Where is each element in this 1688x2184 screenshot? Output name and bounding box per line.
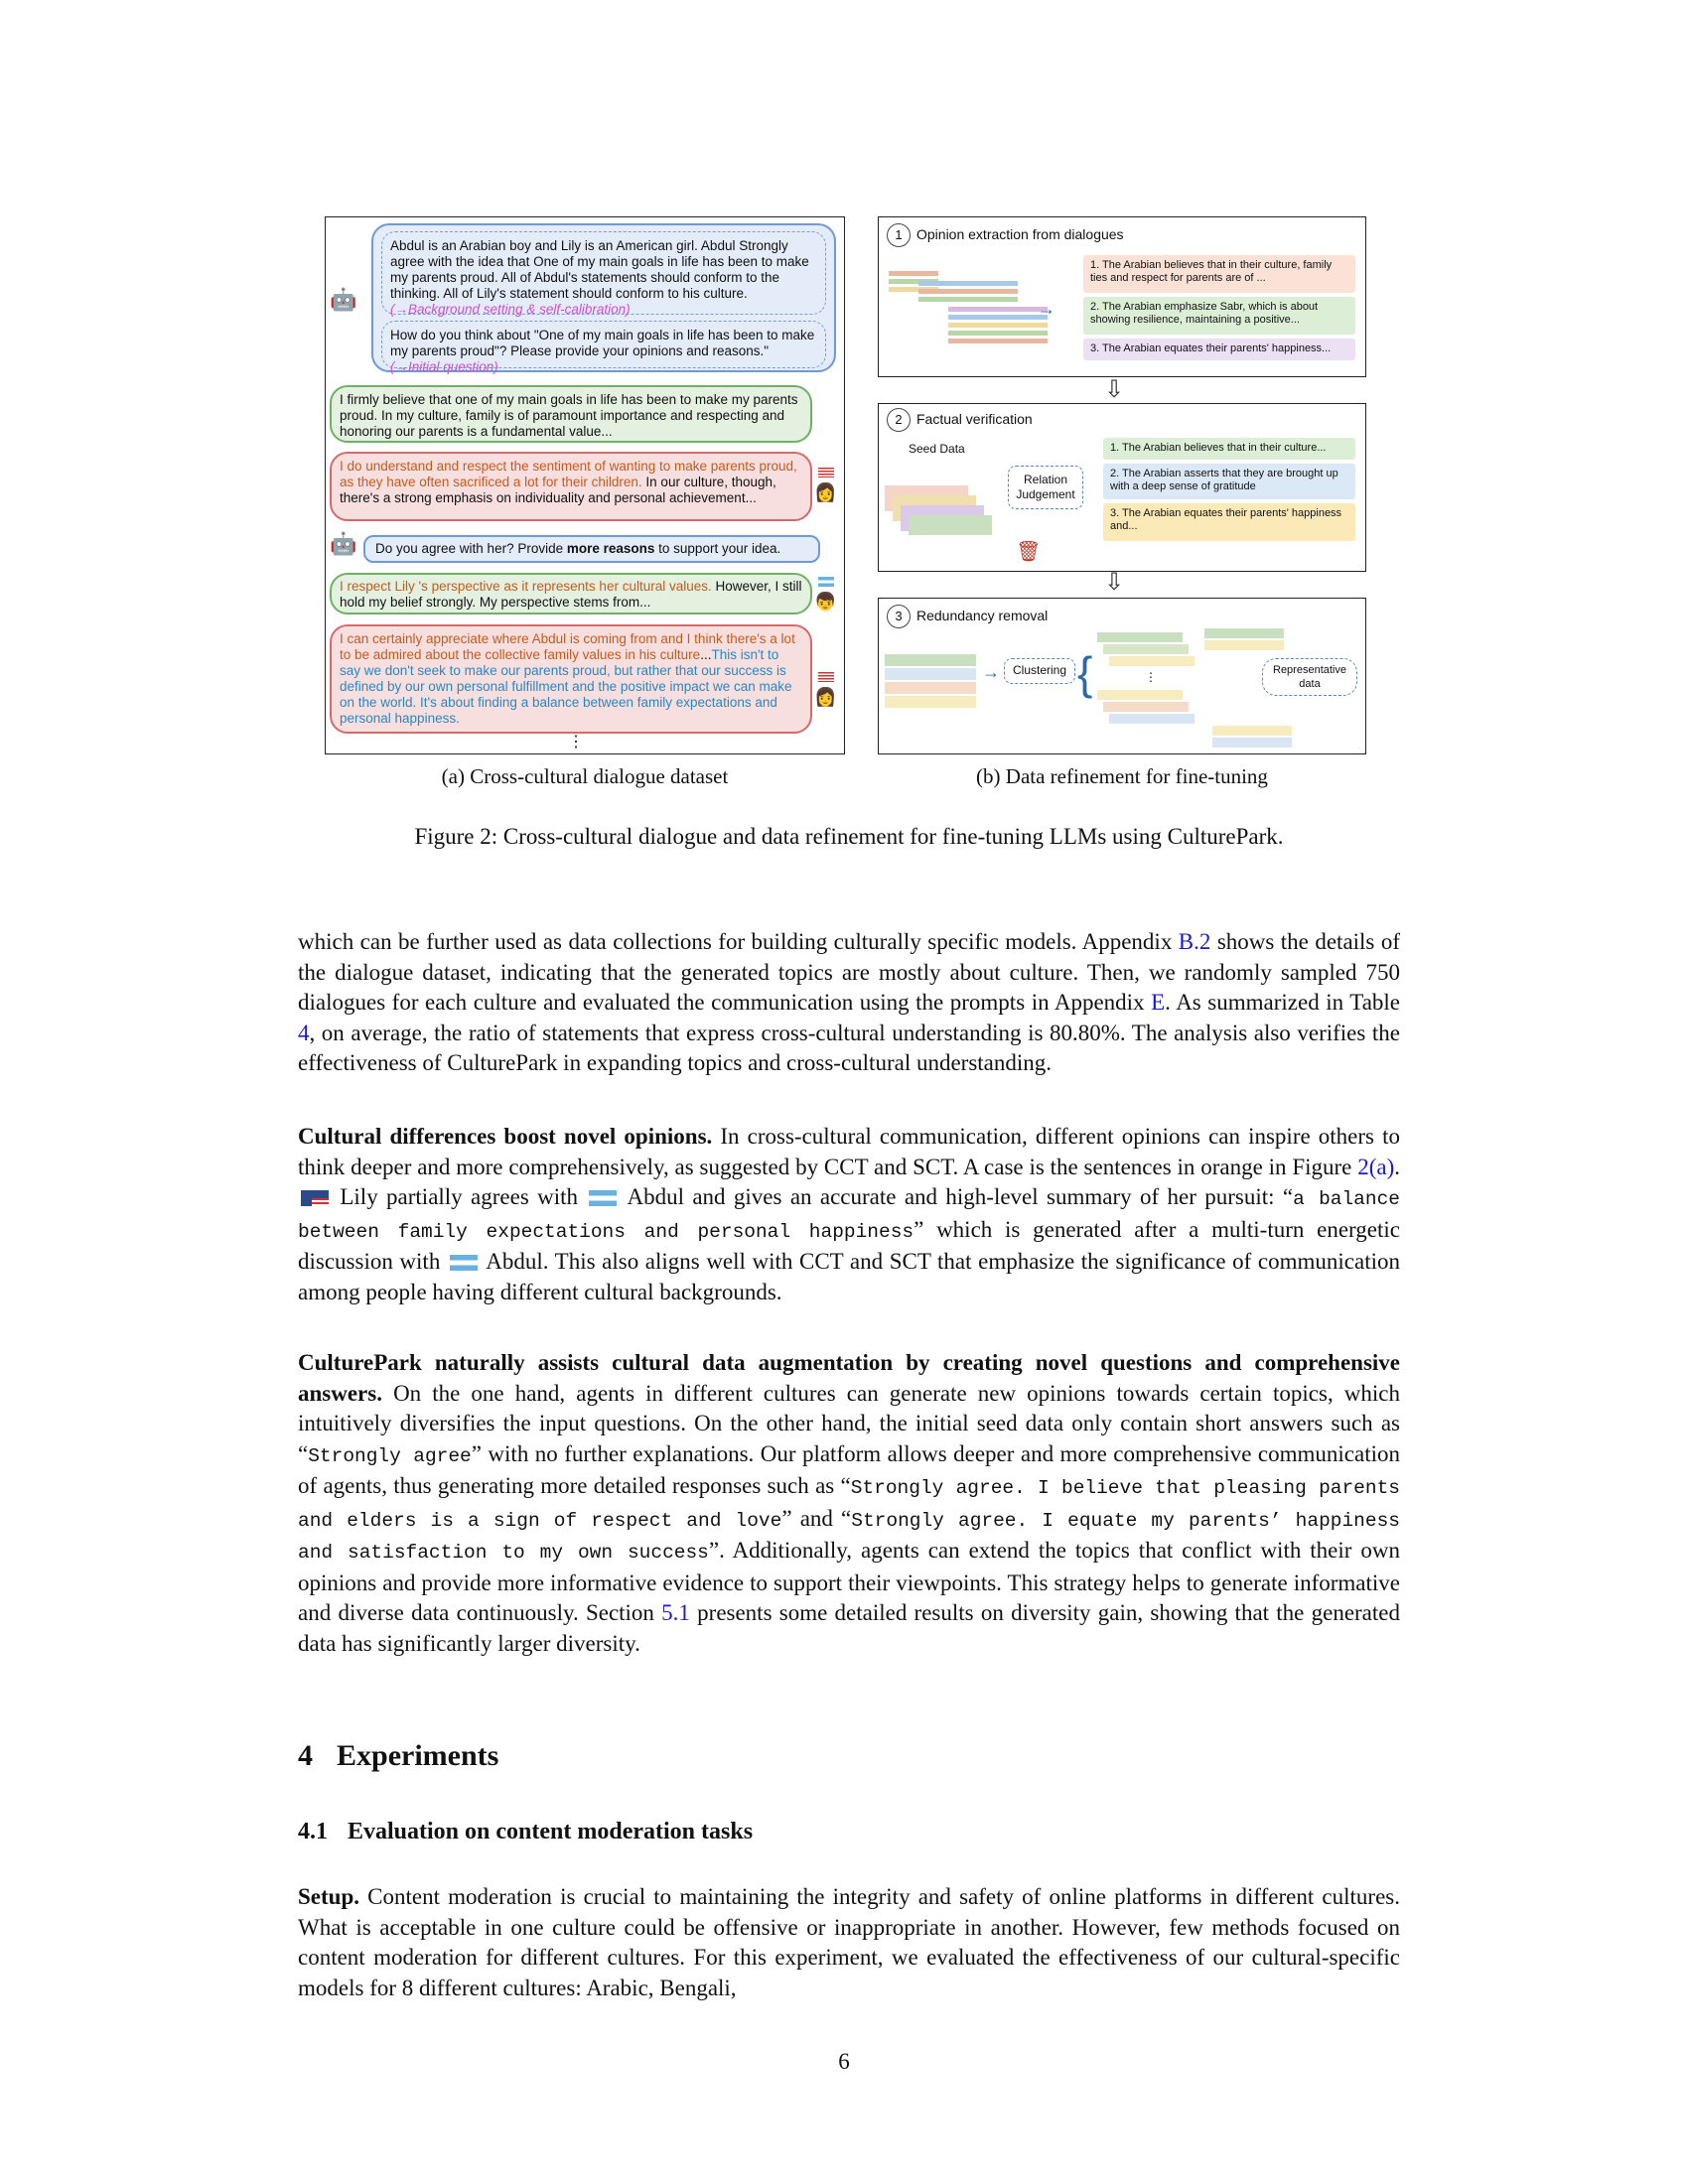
- p2-heading: Cultural differences boost novel opinions.: [298, 1124, 713, 1149]
- p2-text-4: Abdul and gives an accurate and high-level summary of her pursuit: “: [620, 1184, 1294, 1209]
- bubble-lily-1: [330, 452, 812, 521]
- background-setting-box: [381, 231, 826, 315]
- p1-text-4: , on average, the ratio of statements that express cross-cultural understanding is 80.80%. The analysis also verifies the effectiveness of CulturePark in expanding topics and cross-cultural understanding.: [298, 1020, 1400, 1075]
- relation-judgement-box: Relation Judgement: [1008, 466, 1083, 509]
- step-2-title-text: Factual verification: [916, 411, 1033, 427]
- initial-question-text: How do you think about "One of my main goals in life has been to make my parents proud"? Please provide your opinions and reasons.": [390, 328, 815, 358]
- p1-text-1: which can be further used as data collections for building culturally specific models. Appendix: [298, 929, 1179, 954]
- figure-caption: Figure 2: Cross-cultural dialogue and data refinement for fine-tuning LLMs using CulturePark.: [414, 824, 1284, 849]
- bubble-abdul-1: I firmly believe that one of my main goals in life has been to make my parents proud. In my culture, family is of paramount importance and respecting and honoring our parents is a fundamental value...: [330, 385, 812, 443]
- page-number: 6: [838, 2049, 850, 2074]
- followup-bold: more reasons: [566, 541, 655, 556]
- bubble-system-prompt: [371, 223, 836, 372]
- p3-text-3: ” and “: [781, 1505, 852, 1531]
- step-1-title-text: Opinion extraction from dialogues: [916, 226, 1124, 242]
- paragraph-1: [298, 927, 1400, 1079]
- lily-1-orange: I do understand and respect the sentiment of wanting to make parents proud, as they have often sacrificed a lot for their children.: [340, 459, 797, 489]
- step-2-opinion-1: 1. The Arabian believes that in their culture...: [1103, 438, 1355, 460]
- p1-text-3: . As summarized in Table: [1165, 990, 1400, 1015]
- step-1-panel: [878, 216, 1366, 377]
- figure-panel-a: [325, 216, 845, 754]
- p2-text-2: .: [1394, 1154, 1400, 1179]
- female-agent-icon-2: 👩: [814, 687, 837, 707]
- link-appendix-b2[interactable]: B.2: [1178, 929, 1211, 954]
- step-2-opinion-3: 3. The Arabian equates their parents' happiness and...: [1103, 503, 1355, 541]
- p2-text-1: In cross-cultural communication, different opinions can inspire others to think deeper and more comprehensively, as suggested by CCT and SCT. A case is the sentences in orange in Figure: [298, 1124, 1400, 1179]
- arab-flag-icon-inline: [589, 1190, 617, 1206]
- p2-text-6: Abdul. This also aligns well with CCT and SCT that emphasize the significance of communication among people having different cultural backgrounds.: [298, 1249, 1400, 1304]
- step-2-title: [887, 408, 1033, 432]
- p2-text-3: Lily partially agrees with: [332, 1184, 587, 1209]
- step-2-opinion-2: 2. The Arabian asserts that they are brought up with a deep sense of gratitude: [1103, 464, 1355, 499]
- initial-question-note: (→Initial question): [390, 359, 498, 374]
- seed-data-label: Seed Data: [909, 442, 965, 456]
- lily-2-orange: I can certainly appreciate where Abdul is coming from and I think there's a lot to be admired about the collective family values in his culture: [340, 631, 795, 662]
- male-agent-icon: 👦: [814, 592, 837, 612]
- lily-2-dots: ...: [700, 647, 712, 662]
- robot-icon-2: 🤖: [330, 531, 357, 556]
- paragraph-3: [298, 1348, 1400, 1659]
- step-3-panel: [878, 598, 1366, 754]
- p2-quote: a balance between family expectations and personal happiness: [298, 1188, 1400, 1243]
- followup-pre: Do you agree with her? Provide: [375, 541, 567, 556]
- subcaption-b: (b) Data refinement for fine-tuning: [976, 764, 1268, 788]
- link-appendix-e[interactable]: E: [1151, 990, 1166, 1015]
- link-table-4[interactable]: 4: [298, 1020, 310, 1045]
- background-text: Abdul is an Arabian boy and Lily is an American girl. Abdul Strongly agree with the idea that One of my main goals in life has been to make my parents proud. All of Abdul's statements should conform to the thinking. All of Lily's statement should conform to his culture.: [390, 238, 809, 301]
- abdul-2-orange: I respect Lily 's perspective as it represents her cultural values.: [340, 579, 712, 594]
- p3-text-1: On the one hand, agents in different cultures can generate new opinions towards certain topics, which intuitively diversifies the input questions. On the other hand, the initial seed data only contain short answers such as “: [298, 1380, 1400, 1466]
- p3-heading: CulturePark naturally assists cultural data augmentation by creating novel questions and comprehensive answers.: [298, 1350, 1400, 1406]
- subsection-number: 4.1: [298, 1819, 328, 1844]
- us-flag-icon-inline: [301, 1190, 329, 1206]
- step-1-opinion-1: 1. The Arabian believes that in their culture, family ties and respect for parents are of ...: [1083, 255, 1355, 293]
- step-3-title-text: Redundancy removal: [916, 608, 1049, 623]
- initial-question-box: [381, 321, 826, 374]
- p3-mono-2: Strongly agree. I believe that pleasing parents and elders is a sign of respect and love: [298, 1477, 1400, 1532]
- down-arrow-2: ⇩: [1104, 569, 1125, 596]
- p3-text-4: ”. Additionally, agents can extend the topics that conflict with their own opinions and provide more informative evidence to support their viewpoints. This strategy helps to generate informative and diverse data continuously. Section: [298, 1538, 1400, 1625]
- subsection-heading: [298, 1819, 753, 1845]
- arrow-cluster: →: [982, 662, 1000, 682]
- paragraph-2: [298, 1122, 1400, 1307]
- p3-mono-3: Strongly agree. I equate my parents’ happiness and satisfaction to my own success: [298, 1509, 1400, 1564]
- step-1-title: [887, 223, 1124, 247]
- us-flag-icon: [818, 468, 834, 478]
- us-flag-icon-2: [818, 672, 834, 682]
- link-section-5-1[interactable]: 5.1: [661, 1600, 690, 1625]
- p3-text-5: presents some detailed results on diversity gain, showing that the generated data has significantly larger diversity.: [298, 1600, 1400, 1656]
- representative-data-box: Representative data: [1262, 658, 1357, 696]
- arab-flag-icon-inline-2: [450, 1255, 478, 1271]
- lily-1-rest: In our culture, though, there's a strong emphasis on individuality and personal achievement...: [340, 475, 776, 505]
- p4-text-1: Content moderation is crucial to maintaining the integrity and safety of online platforms in different cultures. What is acceptable in one culture could be offensive or inappropriate in another. However, few methods focused on content moderation for different cultures. For this experiment, we evaluated the effectiveness of our cultural-specific models for 8 different cultures: Arabic, Bengali,: [298, 1884, 1400, 2000]
- p3-text-2: ” with no further explanations. Our platform allows deeper and more comprehensive communication of agents, thus generating more detailed responses such as “: [298, 1440, 1400, 1498]
- abdul-2-rest: However, I still hold my belief strongly. My perspective stems from...: [340, 579, 802, 610]
- p4-heading: Setup.: [298, 1884, 359, 1909]
- p3-mono-1: Strongly agree: [308, 1444, 472, 1467]
- step-1-number: 1: [887, 223, 911, 247]
- trash-icon: 🗑: [1016, 541, 1042, 563]
- bubble-lily-2: [330, 624, 812, 734]
- background-note: (→Background setting & self-calibration): [390, 302, 631, 317]
- step-3-title: [887, 605, 1048, 628]
- step-3-number: 3: [887, 605, 911, 628]
- lily-2-blue: This isn't to say we don't seek to make our parents proud, but rather that our success is defined by our own personal fulfillment and the positive impact we can make on the world. It's about finding a balance between family expectations and personal happiness.: [340, 647, 792, 726]
- p2-text-5: ” which is generated after a multi-turn energetic discussion with: [298, 1216, 1400, 1274]
- arab-flag-icon: [818, 577, 834, 587]
- link-figure-2a[interactable]: 2(a): [1357, 1154, 1395, 1179]
- step-1-opinion-2: 2. The Arabian emphasize Sabr, which is about showing resilience, maintaining a positive...: [1083, 297, 1355, 335]
- subcaption-a: (a) Cross-cultural dialogue dataset: [441, 764, 729, 788]
- down-arrow-1: ⇩: [1104, 376, 1125, 403]
- section-title: Experiments: [337, 1739, 499, 1772]
- female-agent-icon: 👩: [814, 482, 837, 502]
- subsection-title: Evaluation on content moderation tasks: [348, 1819, 754, 1844]
- section-number: 4: [298, 1739, 313, 1772]
- step-2-panel: [878, 403, 1366, 572]
- paragraph-4: [298, 1882, 1400, 2003]
- vertical-ellipsis: ⋮: [568, 734, 584, 751]
- arrow-extract: →: [1038, 299, 1055, 319]
- bubble-abdul-2: [330, 573, 812, 614]
- cluster-ellipsis: ⋮: [1145, 670, 1157, 684]
- step-1-opinion-3: 3. The Arabian equates their parents' happiness...: [1083, 339, 1355, 360]
- robot-icon: 🤖: [330, 287, 357, 312]
- bubble-system-followup: [363, 535, 820, 563]
- clustering-box: Clustering: [1004, 658, 1075, 684]
- p1-text-2: shows the details of the dialogue dataset, indicating that the generated topics are mostly about culture. Then, we randomly sampled 750 dialogues for each culture and evaluated the communication using the prompts in Appendix: [298, 929, 1400, 1015]
- brace-graphic: {: [1077, 647, 1093, 699]
- followup-post: to support your idea.: [654, 541, 781, 556]
- step-2-number: 2: [887, 408, 911, 432]
- section-heading: [298, 1739, 498, 1773]
